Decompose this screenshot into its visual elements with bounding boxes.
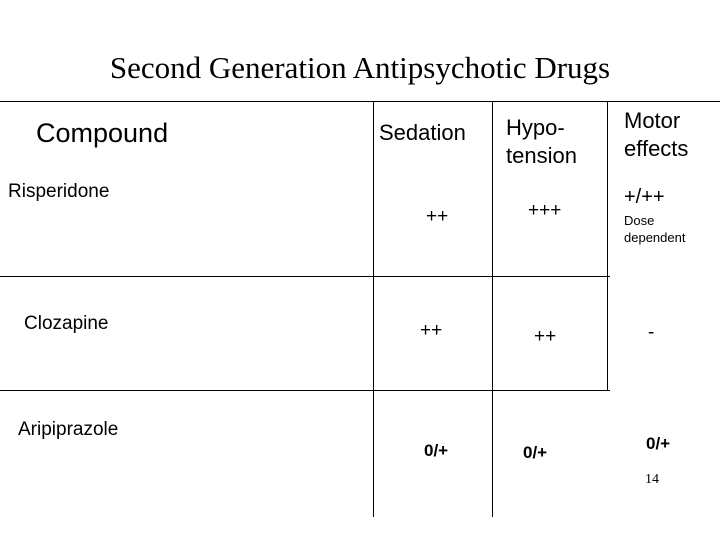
compound-clozapine: Clozapine (24, 313, 109, 334)
header-sedation: Sedation (379, 120, 466, 145)
header-motor-line2: effects (624, 136, 689, 161)
compound-aripiprazole: Aripiprazole (18, 419, 119, 440)
clozapine-sedation: ++ (420, 320, 443, 341)
risperidone-motor-note-line1: Dose (624, 213, 655, 228)
aripiprazole-sedation: 0/+ (424, 441, 449, 460)
clozapine-hypotension: ++ (534, 326, 557, 347)
clozapine-motor: - (648, 322, 655, 343)
header-hypotension-line1: Hypo- (506, 115, 565, 140)
aripiprazole-motor: 0/+ (646, 434, 671, 453)
risperidone-motor: +/++ (624, 186, 665, 208)
aripiprazole-hypotension: 0/+ (523, 443, 548, 462)
column-divider-1 (373, 101, 374, 517)
row-divider-2 (0, 390, 610, 391)
column-divider-2 (492, 101, 493, 517)
risperidone-motor-note-line2: dependent (624, 230, 686, 245)
table-top-rule (0, 101, 720, 102)
risperidone-hypotension: +++ (528, 200, 562, 221)
page-title: Second Generation Antipsychotic Drugs (109, 50, 611, 85)
header-compound: Compound (36, 118, 169, 148)
header-hypotension-line2: tension (506, 143, 577, 168)
header-motor-line1: Motor (624, 108, 681, 133)
row-divider-1 (0, 276, 610, 277)
risperidone-sedation: ++ (426, 206, 449, 227)
column-divider-3 (607, 101, 608, 391)
page-number: 14 (645, 472, 659, 487)
compound-risperidone: Risperidone (8, 181, 110, 202)
